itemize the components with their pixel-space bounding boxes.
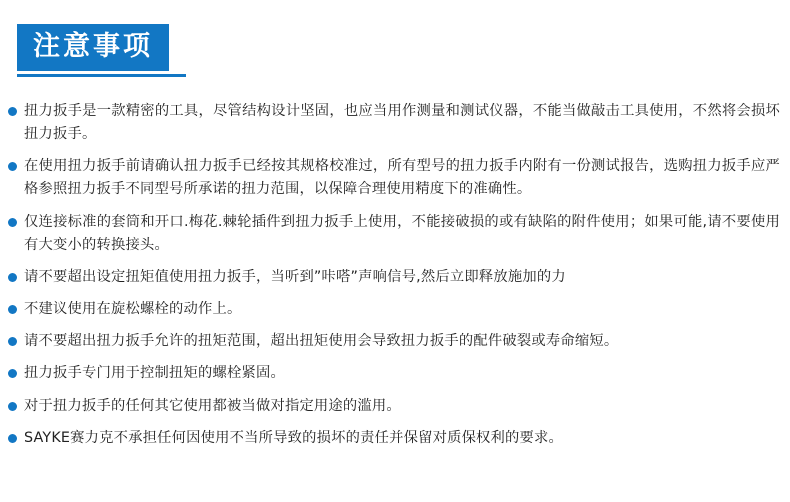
list-item-text: 扭力扳手是一款精密的工具，尽管结构设计坚固，也应当用作测量和测试仪器，不能当做敲击工具使用，不然将会损坏扭力扳手。 [24, 103, 780, 143]
list-item-text: 对于扭力扳手的任何其它使用都被当做对指定用途的滥用。 [24, 397, 401, 414]
page-title-block [17, 24, 186, 77]
list-item-text: 请不要超出扭力扳手允许的扭矩范围，超出扭矩使用会导致扭力扳手的配件破裂或寿命缩短。 [24, 333, 619, 350]
list-item-text: 扭力扳手专门用于控制扭矩的螺栓紧固。 [24, 365, 285, 382]
list-item [8, 155, 780, 201]
list-item [8, 100, 780, 146]
list-item [8, 395, 780, 418]
bullet-icon [8, 402, 17, 411]
list-item [8, 211, 780, 257]
list-item-text: 仅连接标准的套筒和开口.梅花.棘轮插件到扭力扳手上使用，不能接破损的或有缺陷的附件使用；如果可能,请不要使用有大变小的转换接头。 [24, 213, 780, 253]
bullet-icon [8, 162, 17, 171]
bullet-icon [8, 305, 17, 314]
list-item-text: 请不要超出设定扭矩值使用扭力扳手，当听到”咔嗒”声响信号,然后立即释放施加的力 [24, 268, 566, 285]
bullet-icon [8, 218, 17, 227]
bullet-icon [8, 107, 17, 116]
list-item-text: 在使用扭力扳手前请确认扭力扳手已经按其规格校准过，所有型号的扭力扳手内附有一份测试报告，选购扭力扳手应严格参照扭力扳手不同型号所承诺的扭力范围，以保障合理使用精度下的准确性。 [24, 158, 780, 198]
bullet-icon [8, 369, 17, 378]
list-item [8, 330, 780, 353]
bullet-icon [8, 273, 17, 282]
list-item [8, 427, 780, 450]
bullet-icon [8, 337, 17, 346]
page-title: 注意事项 [17, 24, 169, 71]
list-item [8, 362, 780, 385]
list-item [8, 298, 780, 321]
list-item-text: SAYKE赛力克不承担任何因使用不当所导致的损坏的责任并保留对质保权利的要求。 [24, 429, 564, 446]
notice-list [8, 100, 780, 459]
list-item-text: 不建议使用在旋松螺栓的动作上。 [24, 301, 242, 318]
title-underline [17, 74, 186, 77]
bullet-icon [8, 434, 17, 443]
list-item [8, 266, 780, 289]
